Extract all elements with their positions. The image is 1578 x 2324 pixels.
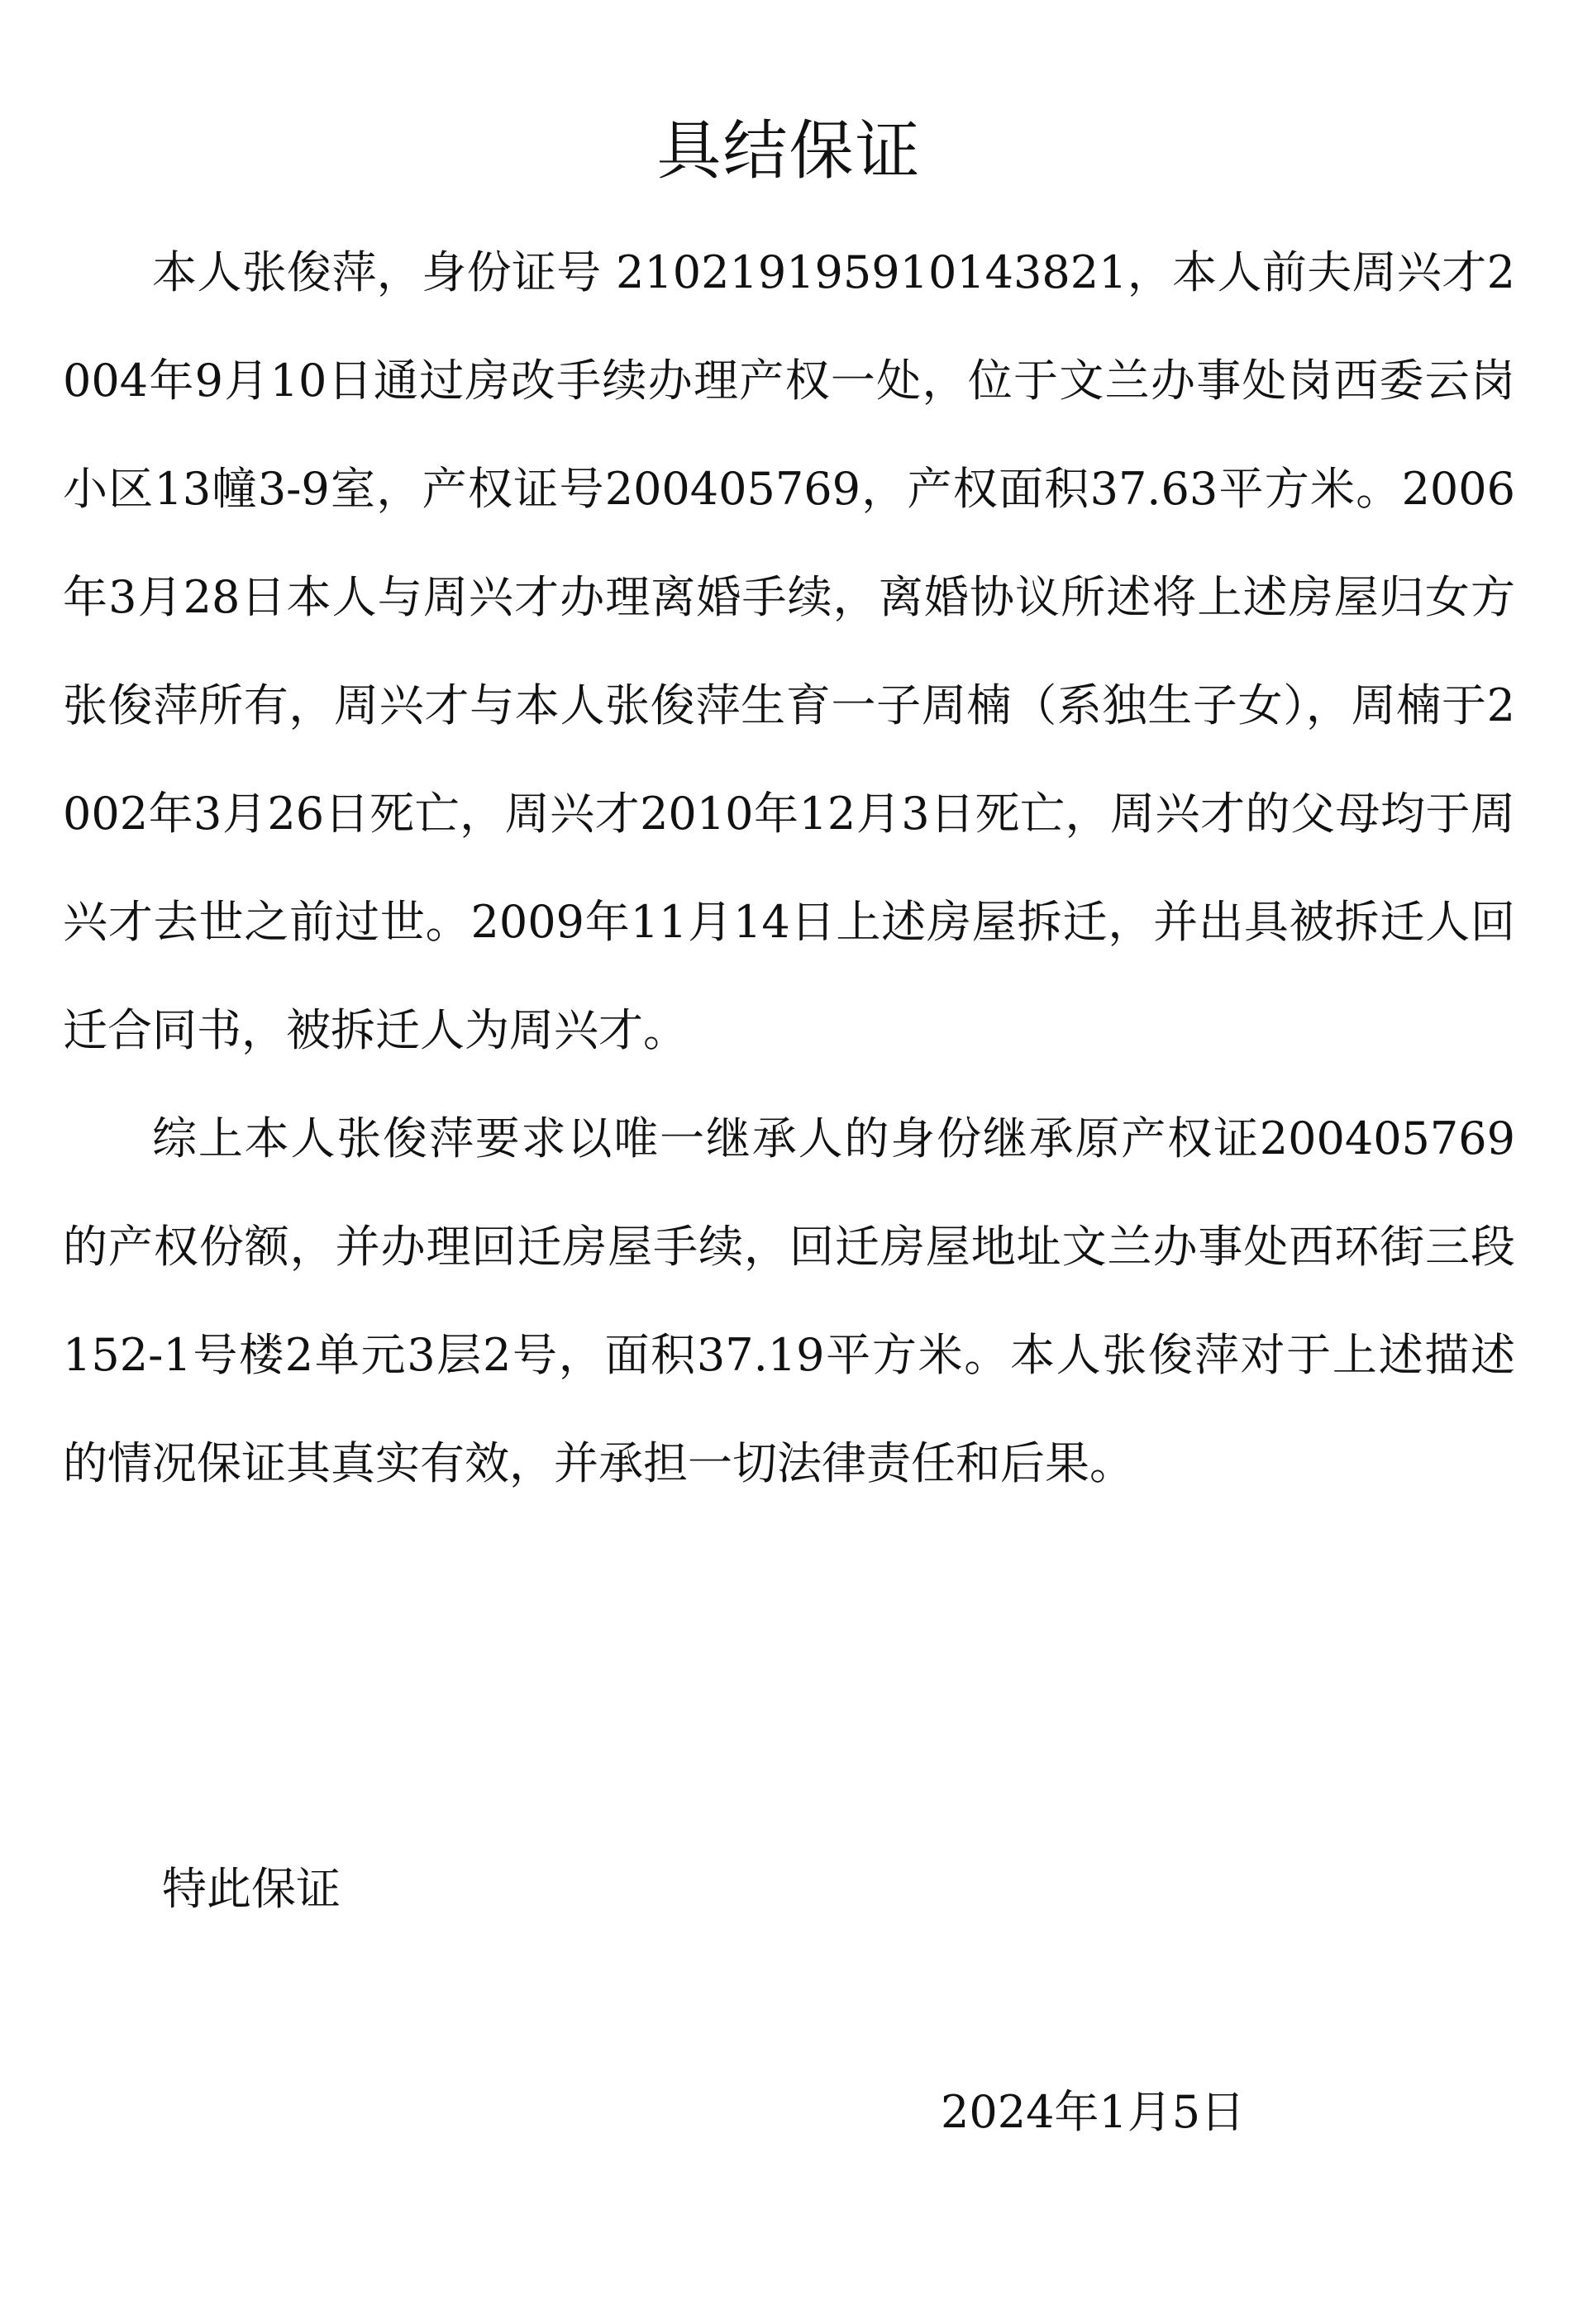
paragraph-request: 综上本人张俊萍要求以唯一继承人的身份继承原产权证200405769的产权份额，并办理回迁房屋手续，回迁房屋地址文兰办事处西环街三段152-1号楼2单元3层2号，面积37.19平方米。本人张俊萍对于上述描述的情况保证其真实有效，并承担一切法律责任和后果。 — [63, 1112, 1515, 1489]
document-title: 具结保证 — [656, 114, 922, 188]
paragraph-statement: 本人张俊萍，身份证号 210219195910143821，本人前夫周兴才2004年9月10日通过房改手续办理产权一处，位于文兰办事处岗西委云岗小区13幢3-9室，产权证号200405769，产权面积37.63平方米。2006年3月28日本人与周兴才办理离婚手续，离婚协议所述将上述房屋归女方张俊萍所有，周兴才与本人张俊萍生育一子周楠（系独生子女），周楠于2002年3月26日死亡，周兴才2010年12月3日死亡，周兴才的父母均于周兴才去世之前过世。2009年11月14日上述房屋拆迁，并出具被拆迁人回迁合同书，被拆迁人为周兴才。 — [63, 246, 1515, 1056]
signature-date: 2024年1月5日 — [941, 2086, 1246, 2138]
document-body — [63, 218, 1515, 1517]
closing-phrase: 特此保证 — [162, 1863, 341, 1915]
